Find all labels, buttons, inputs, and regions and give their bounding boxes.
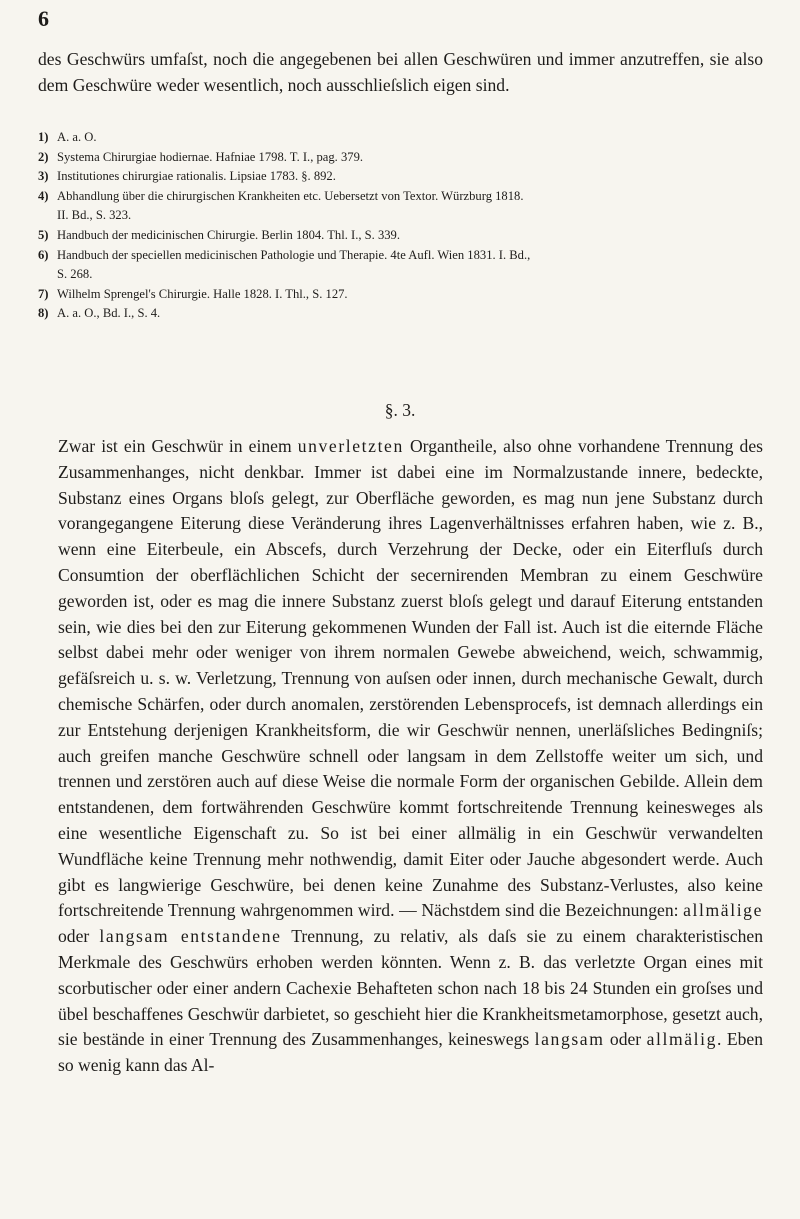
footnote-text: Handbuch der medicinischen Chirurgie. Berlin 1804. Thl. I., S. 339. xyxy=(57,227,401,242)
body-text-run: Trennung, zu relativ, als daſs sie zu einem charakteristischen Merkmale des Geschwürs erhoben werden könnten. Wenn z. B. das verletzte Organ eines mit scorbutischer oder einer andern Cachexie Behafteten schon nach 18 bis 24 Stunden ein groſses und übel beschaffenes Geschwür darbietet, so geschieht hier die Krankheitsmetamorphose, gesetzt auch, sie bestände in einer Trennung des Zusammenhanges, keineswegs xyxy=(58,926,763,1050)
body-text-run: oder xyxy=(58,926,100,947)
emphasized-text: unverletzten xyxy=(297,436,404,456)
body-text-run: Organtheile, also ohne vorhandene Trennung des Zusammenhanges, nicht denkbar. Immer ist dabei eine im Normalzustande innere, bedeckte, Substanz eines Organs bloſs gelegt, zur Oberfläche geworden, es mag nun jene Substanz durch vorangegangene Eiterung diese Veränderung ihres Lagenverhältnisses erfahren haben, wie z. B., wenn eine Eiterbeule, ein Abscefs, durch Verzehrung der Decke, oder ein Eiterfluſs durch Consumtion der oberflächlichen Schicht der secernirenden Membran zu einem Geschwüre geworden ist, oder es mag die innere Substanz zuerst bloſs gelegt und darauf Eiterung entstanden sein, wie dies bei den zur Eiterung gekommenen Wunden der Fall ist. Auch ist die eiternde Fläche selbst dabei mehr oder weniger von ihrem normalen Gewebe abweichend, weich, schwammig, gefäſsreich u. s. w. Verletzung, Trennung von auſsen oder innen, durch mechanische Gewalt, durch chemische Schärfen, oder durch anomalen, zerstörenden Lebensprocefs, ist demnach allerdings ein zur Entstehung derjenigen Krankheitsform, die wir Geschwür nennen, unerläſsliches Bedingniſs; auch greifen manche Geschwüre schnell oder langsam in dem Zellstoffe weiter um sich, und trennen und zerstören auch auf diese Weise die normale Form der organischen Gebilde. Allein dem entstandenen, dem fortwährenden Geschwüre kommt fortschreitende Trennung keinesweges als eine wesentliche Eigenschaft zu. So ist bei einer allmälig in ein Geschwür verwandelten Wundfläche keine Trennung mehr nothwendig, damit Eiter oder Jauche abgesondert werde. Auch gibt es langwierige Geschwüre, bei denen keine Zunahme des Substanz-Verlustes, also keine fortschreitende Trennung wahrgenommen wird. — Nächstdem sind die Bezeichnungen: xyxy=(58,436,763,921)
intro-paragraph: des Geschwürs umfaſst, noch die angegebenen bei allen Geschwüren und immer anzutreffen, sie also dem Geschwüre weder wesentlich, noch ausschlieſslich eigen sind. xyxy=(38,49,763,95)
footnote-continuation: II. Bd., S. 323. xyxy=(57,208,132,223)
footnote-continuation: S. 268. xyxy=(57,267,93,282)
footnote-text: A. a. O. xyxy=(57,130,97,144)
footnote-number: 7) xyxy=(38,286,49,301)
footnote-number: 3) xyxy=(38,169,49,184)
footnote xyxy=(38,304,763,324)
footnote-number: 5) xyxy=(38,227,49,242)
body-text-run: oder xyxy=(604,1029,647,1050)
footnote-text: Wilhelm Sprengel's Chirurgie. Halle 1828. I. Thl., S. 127. xyxy=(57,286,348,301)
body-paragraph xyxy=(58,434,763,1079)
body-text-run: Zwar ist ein Geschwür in einem xyxy=(58,436,298,456)
footnote-text: A. a. O., Bd. I., S. 4. xyxy=(57,306,161,321)
footnote-text: Abhandlung über die chirurgischen Krankheiten etc. Uebersetzt von Textor. Würzburg 1818. xyxy=(57,188,524,203)
emphasized-text: allmälige xyxy=(683,900,763,921)
body-text-run: . Eben so wenig kann das Al- xyxy=(58,1029,763,1076)
emphasized-text: langsam xyxy=(534,1029,605,1050)
footnote-number: 2) xyxy=(38,149,49,164)
footnote xyxy=(38,187,763,207)
footnote xyxy=(38,128,763,148)
footnote-number: 1) xyxy=(38,130,49,144)
footnote-number: 6) xyxy=(38,247,49,262)
footnote xyxy=(38,167,763,187)
page-number: 6 xyxy=(38,6,49,31)
footnote-number: 8) xyxy=(38,306,49,321)
footnote xyxy=(38,246,763,266)
emphasized-text: langsam entstandene xyxy=(99,926,282,947)
section-heading: §. 3. xyxy=(384,400,416,420)
footnote-number: 4) xyxy=(38,188,49,203)
footnote xyxy=(38,226,763,246)
footnote-text: Institutiones chirurgiae rationalis. Lipsiae 1783. §. 892. xyxy=(57,169,336,184)
footnote xyxy=(38,285,763,305)
footnote-text: Handbuch der speciellen medicinischen Pathologie und Therapie. 4te Aufl. Wien 1831. I. Bd., xyxy=(57,247,531,262)
footnote xyxy=(38,148,763,168)
footnotes xyxy=(38,128,763,324)
emphasized-text: allmälig xyxy=(646,1029,718,1050)
footnote-text: Systema Chirurgiae hodiernae. Hafniae 1798. T. I., pag. 379. xyxy=(57,149,364,164)
